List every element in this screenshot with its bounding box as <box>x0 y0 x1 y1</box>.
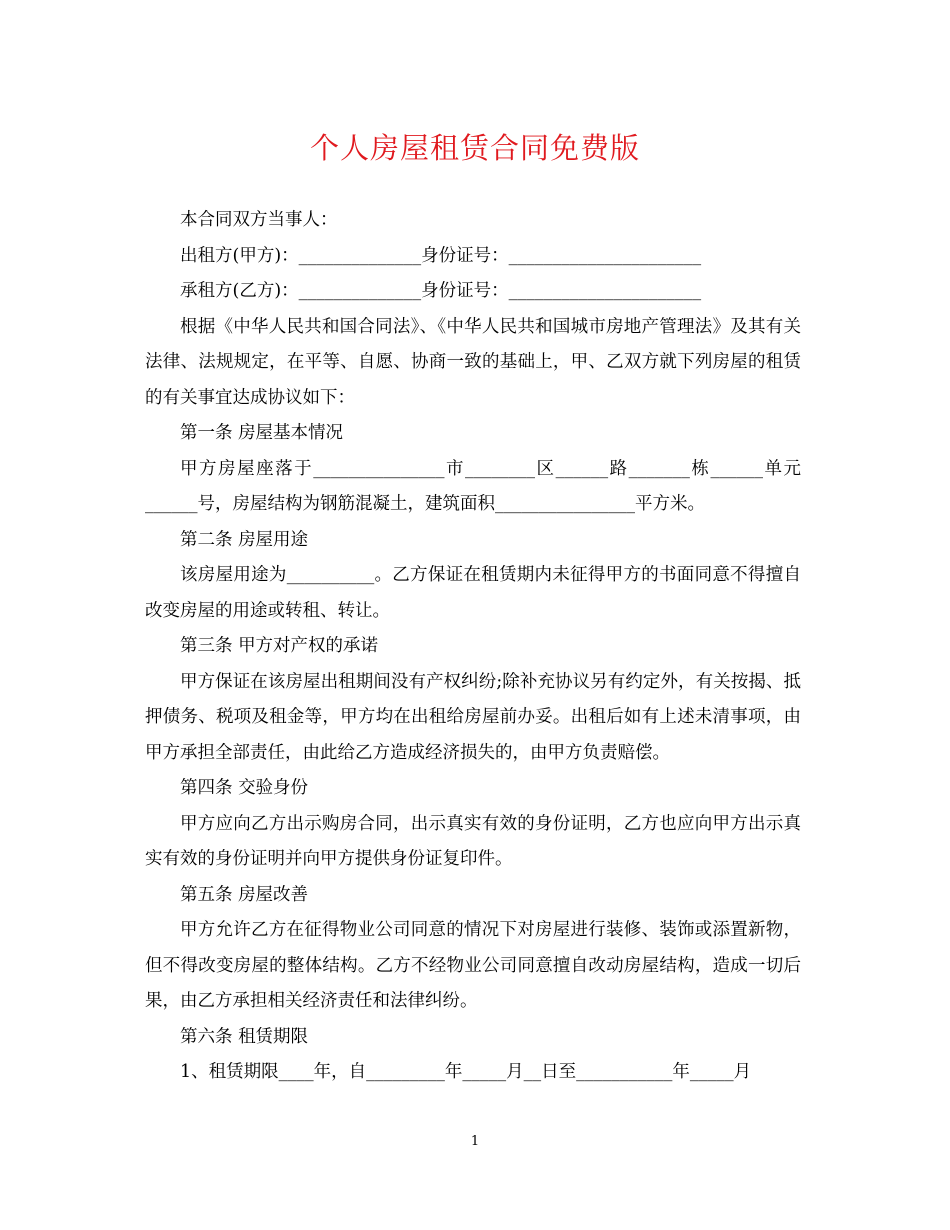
paragraph-preamble: 根据《中华人民共和国合同法》、《中华人民共和国城市房地产管理法》及其有关法律、法规规定，在平等、自愿、协商一致的基础上，甲、乙双方就下列房屋的租赁的有关事宜达成协议如下： <box>145 316 801 408</box>
article-1-heading: 第一条 房屋基本情况 <box>180 423 344 443</box>
article-5-body: 甲方允许乙方在征得物业公司同意的情况下对房屋进行装修、装饰或添置新物，但不得改变房屋的整体结构。乙方不经物业公司同意擅自改动房屋结构，造成一切后果，由乙方承担相关经济责任和法律纠纷。 <box>145 920 801 1011</box>
article-3-body: 甲方保证在该房屋出租期间没有产权纠纷;除补充协议另有约定外，有关按揭、抵押债务、税项及租金等，甲方均在出租给房屋前办妥。出租后如有上述未清事项，由甲方承担全部责任，由此给乙方造成经济损失的，由甲方负责赔偿。 <box>145 671 801 763</box>
article-2-body: 该房屋用途为__________。乙方保证在租赁期内未征得甲方的书面同意不得擅自改变房屋的用途或转租、转让。 <box>145 565 801 621</box>
article-5-heading: 第五条 房屋改善 <box>180 884 309 905</box>
document-body <box>145 203 801 1091</box>
page-number: 1 <box>470 1134 480 1149</box>
article-4-body: 甲方应向乙方出示购房合同，出示真实有效的身份证明，乙方也应向甲方出示真实有效的身份证明并向甲方提供身份证复印件。 <box>145 813 801 869</box>
document-title: 个人房屋租赁合同免费版 <box>309 131 640 165</box>
article-4-heading: 第四条 交验身份 <box>180 778 309 798</box>
article-6-heading: 第六条 租赁期限 <box>180 1026 309 1047</box>
paragraph-parties-intro: 本合同双方当事人： <box>180 210 338 230</box>
paragraph-lessee: 承租方(乙方)：______________身份证号：______________________ <box>180 281 702 301</box>
article-3-heading: 第三条 甲方对产权的承诺 <box>180 636 379 656</box>
article-6-term: 1、租赁期限____年，自_________年_____月__日至___________年_____月 <box>180 1062 752 1082</box>
paragraph-lessor: 出租方(甲方)：______________身份证号：______________________ <box>180 245 702 266</box>
article-2-heading: 第二条 房屋用途 <box>180 529 309 550</box>
article-1-body: 甲方房屋座落于_______________市________区______路_______栋______单元______号，房屋结构为钢筋混凝土，建筑面积________________平方米。 <box>145 458 801 514</box>
